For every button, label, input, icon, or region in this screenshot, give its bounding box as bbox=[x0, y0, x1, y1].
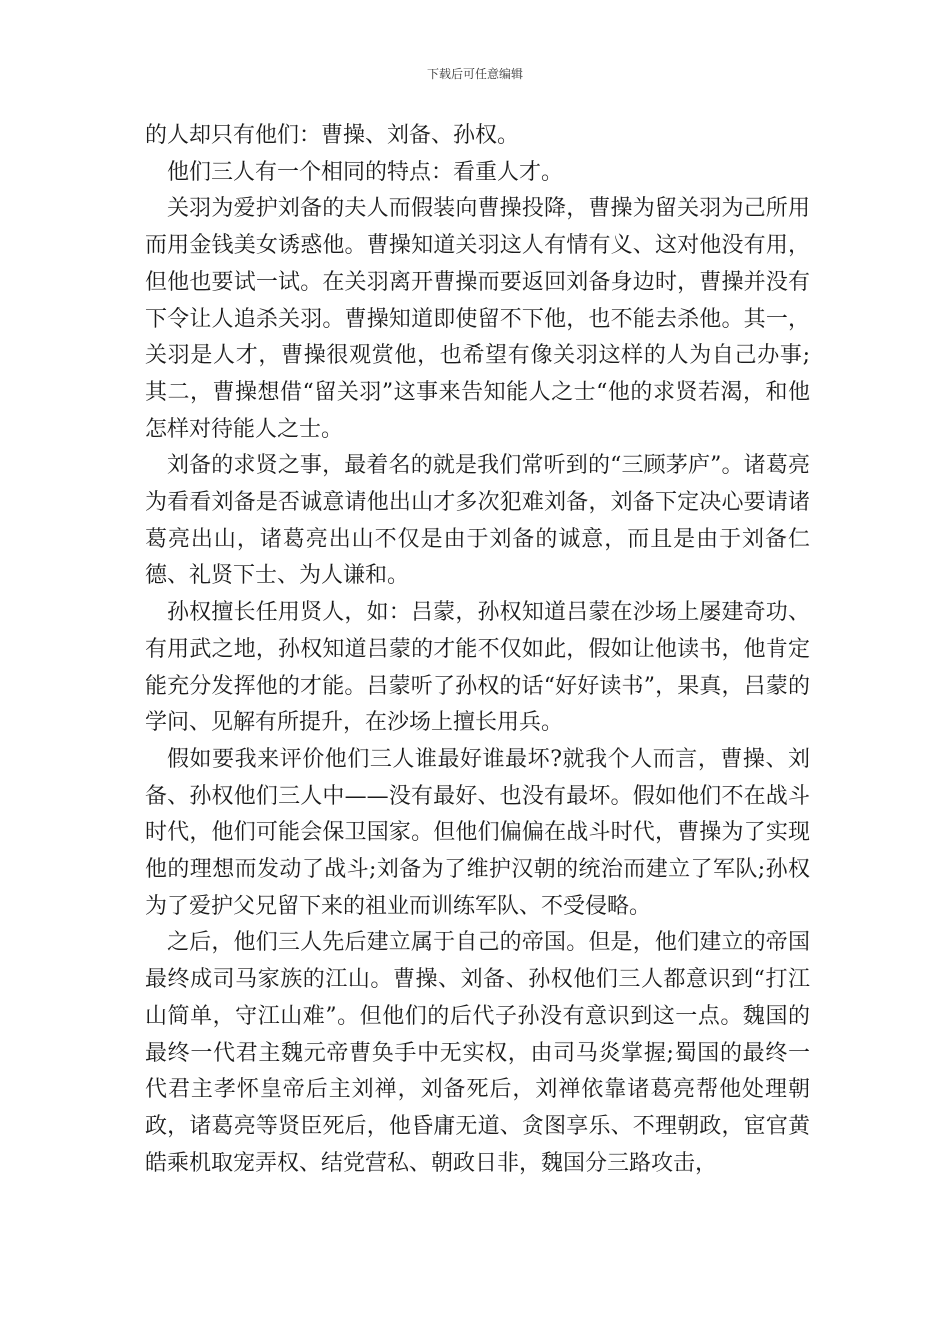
paragraph-4: 刘备的求贤之事，最着名的就是我们常听到的“三顾茅庐”。诸葛亮为看看刘备是否诚意请他出山才多次犯难刘备，刘备下定决心要请诸葛亮出山，诸葛亮出山不仅是由于刘备的诚意，而且是由于刘备仁德、礼贤下士、为人谦和。 bbox=[145, 453, 810, 589]
paragraph-6: 假如要我来评价他们三人谁最好谁最坏?就我个人而言，曹操、刘备、孙权他们三人中——没有最好、也没有最坏。假如他们不在战斗时代，他们可能会保卫国家。但他们偏偏在战斗时代，曹操为了实现他的理想而发动了战斗;刘备为了维护汉朝的统治而建立了军队;孙权为了爱护父兄留下来的祖业而训练军队、不受侵略。 bbox=[145, 746, 810, 919]
document-body bbox=[145, 118, 810, 1182]
paragraph-2: 他们三人有一个相同的特点：看重人才。 bbox=[167, 159, 564, 185]
paragraph-1: 的人却只有他们：曹操、刘备、孙权。 bbox=[145, 123, 520, 148]
paragraph-3: 关羽为爱护刘备的夫人而假装向曹操投降，曹操为留关羽为己所用而用金钱美女诱惑他。曹操知道关羽这人有情有义、这对他没有用，但他也要试一试。在关羽离开曹操而要返回刘备身边时，曹操并没有下令让人追杀关羽。曹操知道即使留不下他，也不能去杀他。其一，关羽是人才，曹操很观赏他，也希望有像关羽这样的人为自己办事;其二，曹操想借“留关羽”这事来告知能人之士“他的求贤若渴，和他怎样对待能人之士。 bbox=[145, 196, 810, 442]
paragraph-5: 孙权擅长任用贤人，如：吕蒙，孙权知道吕蒙在沙场上屡建奇功、有用武之地，孙权知道吕蒙的才能不仅如此，假如让他读书，他肯定能充分发挥他的才能。吕蒙听了孙权的话“好好读书”，果真，吕蒙的学问、见解有所提升，在沙场上擅长用兵。 bbox=[145, 600, 810, 736]
page-header: 下载后可任意编辑 bbox=[426, 67, 523, 81]
paragraph-7: 之后，他们三人先后建立属于自己的帝国。但是，他们建立的帝国最终成司马家族的江山。曹操、刘备、孙权他们三人都意识到“打江山简单，守江山难”。但他们的后代子孙没有意识到这一点。魏国的最终一代君主魏元帝曹奂手中无实权，由司马炎掌握;蜀国的最终一代君主孝怀皇帝后主刘禅，刘备死后，刘禅依靠诸葛亮帮他处理朝政，诸葛亮等贤臣死后，他昏庸无道、贪图享乐、不理朝政，宦官黄皓乘机取宠弄权、结党营私、朝政日非，魏国分三路攻击， bbox=[145, 930, 810, 1176]
